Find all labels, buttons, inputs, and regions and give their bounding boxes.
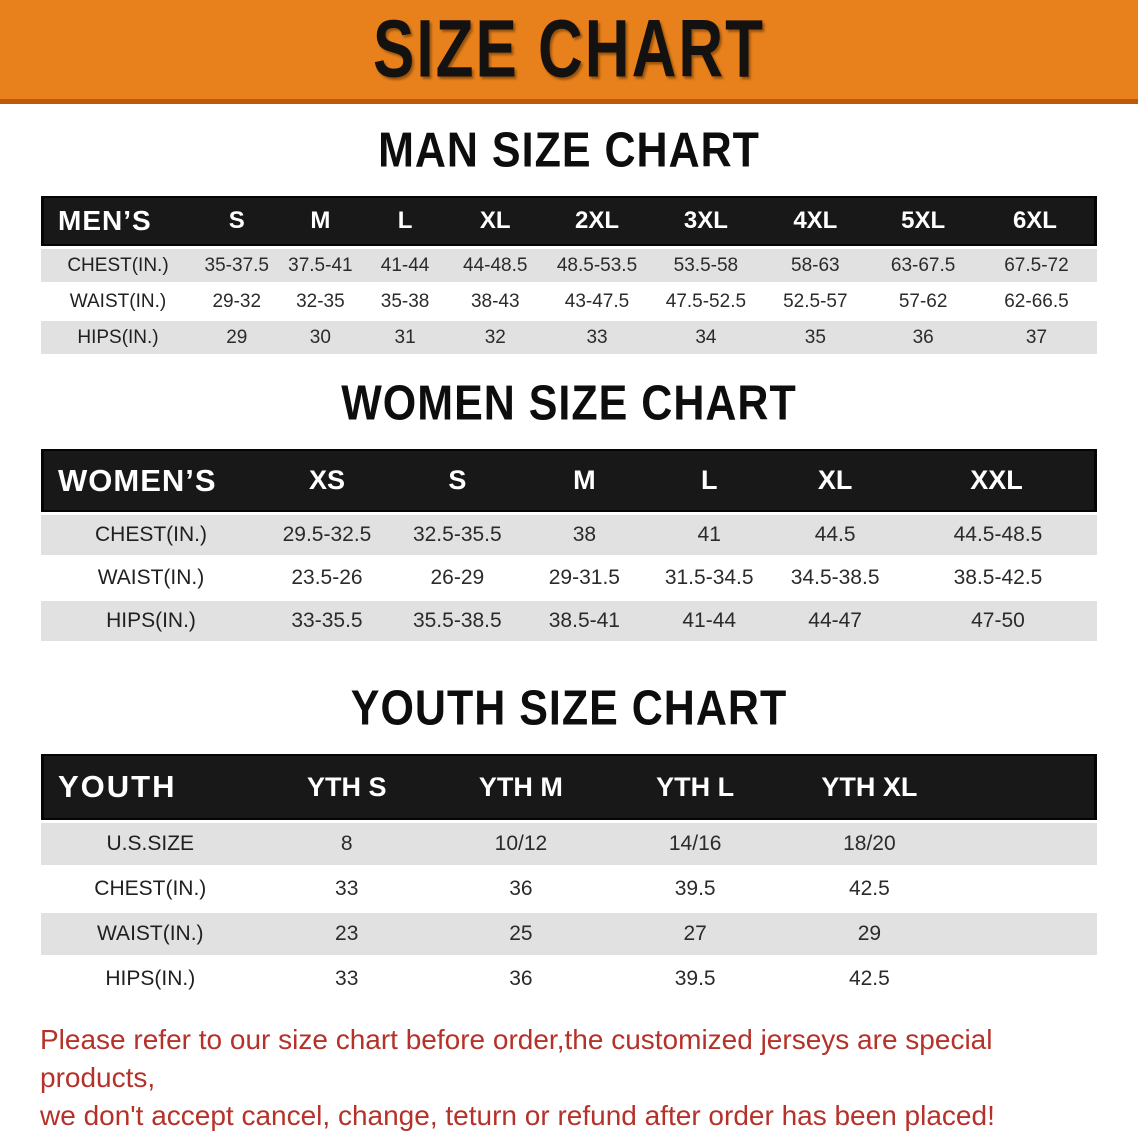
youth-value-cell: 18/20 xyxy=(782,823,956,865)
men-value-cell: 30 xyxy=(279,321,363,354)
men-value-cell: 47.5-52.5 xyxy=(651,285,760,318)
women-value-cell: 29.5-32.5 xyxy=(261,515,393,555)
youth-spacer-cell xyxy=(957,913,1097,955)
youth-column-header-yth-s: YTH S xyxy=(260,754,434,820)
youth-header-spacer xyxy=(957,754,1097,820)
women-value-cell: 41 xyxy=(647,515,771,555)
youth-size-chart-title: YOUTH SIZE CHART xyxy=(350,681,788,736)
women-size-table xyxy=(41,446,1097,644)
men-column-header-3xl: 3XL xyxy=(651,196,760,246)
youth-value-cell: 39.5 xyxy=(608,868,782,910)
men-value-cell: 29-32 xyxy=(195,285,279,318)
men-value-cell: 44-48.5 xyxy=(448,249,543,282)
youth-spacer-cell xyxy=(957,868,1097,910)
men-value-cell: 29 xyxy=(195,321,279,354)
men-value-cell: 67.5-72 xyxy=(976,249,1097,282)
women-row-waist-in xyxy=(41,558,1097,598)
men-row-label-hips-in: HIPS(IN.) xyxy=(41,321,195,354)
women-size-table-container xyxy=(41,446,1097,644)
women-column-header-xxl: XXL xyxy=(899,449,1097,512)
men-value-cell: 63-67.5 xyxy=(870,249,976,282)
youth-value-cell: 10/12 xyxy=(434,823,608,865)
women-size-chart-title: WOMEN SIZE CHART xyxy=(341,376,797,431)
men-value-cell: 35-38 xyxy=(362,285,448,318)
youth-row-label-waist-in: WAIST(IN.) xyxy=(41,913,260,955)
women-value-cell: 35.5-38.5 xyxy=(393,601,522,641)
women-row-chest-in xyxy=(41,515,1097,555)
women-row-hips-in xyxy=(41,601,1097,641)
women-row-label-waist-in: WAIST(IN.) xyxy=(41,558,261,598)
men-column-header-2xl: 2XL xyxy=(543,196,652,246)
disclaimer-line-2: we don't accept cancel, change, teturn or refund after order has been placed! xyxy=(40,1100,995,1131)
youth-row-label-chest-in: CHEST(IN.) xyxy=(41,868,260,910)
women-column-header-m: M xyxy=(522,449,647,512)
youth-value-cell: 39.5 xyxy=(608,958,782,1000)
youth-header-row xyxy=(41,754,1097,820)
youth-row-hips-in xyxy=(41,958,1097,1000)
youth-row-waist-in xyxy=(41,913,1097,955)
youth-row-chest-in xyxy=(41,868,1097,910)
men-row-label-waist-in: WAIST(IN.) xyxy=(41,285,195,318)
youth-value-cell: 33 xyxy=(260,868,434,910)
banner-title: SIZE CHART xyxy=(373,3,765,96)
disclaimer-text xyxy=(40,1021,1098,1135)
women-value-cell: 29-31.5 xyxy=(522,558,647,598)
men-value-cell: 31 xyxy=(362,321,448,354)
men-value-cell: 36 xyxy=(870,321,976,354)
women-row-label-chest-in: CHEST(IN.) xyxy=(41,515,261,555)
youth-value-cell: 27 xyxy=(608,913,782,955)
youth-value-cell: 14/16 xyxy=(608,823,782,865)
women-value-cell: 33-35.5 xyxy=(261,601,393,641)
women-header-row xyxy=(41,449,1097,512)
men-value-cell: 38-43 xyxy=(448,285,543,318)
section-heading-women xyxy=(0,376,1138,432)
men-column-header-6xl: 6XL xyxy=(976,196,1097,246)
men-header-label: MEN’S xyxy=(41,196,195,246)
women-value-cell: 44.5 xyxy=(771,515,899,555)
men-column-header-4xl: 4XL xyxy=(760,196,870,246)
men-value-cell: 62-66.5 xyxy=(976,285,1097,318)
men-value-cell: 41-44 xyxy=(362,249,448,282)
men-row-chest-in xyxy=(41,249,1097,282)
men-size-table xyxy=(41,193,1097,357)
men-value-cell: 58-63 xyxy=(760,249,870,282)
men-value-cell: 53.5-58 xyxy=(651,249,760,282)
men-column-header-l: L xyxy=(362,196,448,246)
men-row-waist-in xyxy=(41,285,1097,318)
youth-row-u-s-size xyxy=(41,823,1097,865)
women-value-cell: 38.5-41 xyxy=(522,601,647,641)
youth-value-cell: 25 xyxy=(434,913,608,955)
men-value-cell: 57-62 xyxy=(870,285,976,318)
youth-value-cell: 8 xyxy=(260,823,434,865)
section-heading-man xyxy=(0,123,1138,179)
women-row-label-hips-in: HIPS(IN.) xyxy=(41,601,261,641)
youth-value-cell: 42.5 xyxy=(782,868,956,910)
youth-value-cell: 29 xyxy=(782,913,956,955)
men-value-cell: 32-35 xyxy=(279,285,363,318)
women-value-cell: 44-47 xyxy=(771,601,899,641)
man-size-chart-title: MAN SIZE CHART xyxy=(378,123,760,178)
men-value-cell: 32 xyxy=(448,321,543,354)
youth-value-cell: 36 xyxy=(434,958,608,1000)
men-column-header-m: M xyxy=(279,196,363,246)
women-value-cell: 26-29 xyxy=(393,558,522,598)
men-value-cell: 52.5-57 xyxy=(760,285,870,318)
women-column-header-xl: XL xyxy=(771,449,899,512)
women-value-cell: 44.5-48.5 xyxy=(899,515,1097,555)
youth-size-table-container xyxy=(41,751,1097,1003)
youth-column-header-yth-xl: YTH XL xyxy=(782,754,956,820)
size-chart-banner xyxy=(0,0,1138,104)
men-size-table-container xyxy=(41,193,1097,357)
youth-row-label-u-s-size: U.S.SIZE xyxy=(41,823,260,865)
women-value-cell: 41-44 xyxy=(647,601,771,641)
youth-value-cell: 23 xyxy=(260,913,434,955)
men-row-hips-in xyxy=(41,321,1097,354)
women-header-label: WOMEN’S xyxy=(41,449,261,512)
men-row-label-chest-in: CHEST(IN.) xyxy=(41,249,195,282)
women-value-cell: 38 xyxy=(522,515,647,555)
men-value-cell: 34 xyxy=(651,321,760,354)
men-value-cell: 35 xyxy=(760,321,870,354)
women-column-header-s: S xyxy=(393,449,522,512)
men-column-header-5xl: 5XL xyxy=(870,196,976,246)
youth-value-cell: 36 xyxy=(434,868,608,910)
youth-column-header-yth-m: YTH M xyxy=(434,754,608,820)
women-value-cell: 31.5-34.5 xyxy=(647,558,771,598)
youth-row-label-hips-in: HIPS(IN.) xyxy=(41,958,260,1000)
men-header-row xyxy=(41,196,1097,246)
youth-spacer-cell xyxy=(957,823,1097,865)
youth-column-header-yth-l: YTH L xyxy=(608,754,782,820)
women-value-cell: 34.5-38.5 xyxy=(771,558,899,598)
men-value-cell: 37.5-41 xyxy=(279,249,363,282)
women-column-header-l: L xyxy=(647,449,771,512)
men-value-cell: 33 xyxy=(543,321,652,354)
men-value-cell: 37 xyxy=(976,321,1097,354)
women-value-cell: 47-50 xyxy=(899,601,1097,641)
women-value-cell: 38.5-42.5 xyxy=(899,558,1097,598)
men-value-cell: 48.5-53.5 xyxy=(543,249,652,282)
youth-value-cell: 42.5 xyxy=(782,958,956,1000)
youth-header-label: YOUTH xyxy=(41,754,260,820)
section-heading-youth xyxy=(0,681,1138,737)
women-column-header-xs: XS xyxy=(261,449,393,512)
disclaimer-line-1: Please refer to our size chart before order,the customized jerseys are special products, xyxy=(40,1024,993,1093)
women-value-cell: 23.5-26 xyxy=(261,558,393,598)
youth-value-cell: 33 xyxy=(260,958,434,1000)
men-column-header-xl: XL xyxy=(448,196,543,246)
youth-size-table xyxy=(41,751,1097,1003)
men-value-cell: 43-47.5 xyxy=(543,285,652,318)
youth-spacer-cell xyxy=(957,958,1097,1000)
women-value-cell: 32.5-35.5 xyxy=(393,515,522,555)
men-value-cell: 35-37.5 xyxy=(195,249,279,282)
men-column-header-s: S xyxy=(195,196,279,246)
